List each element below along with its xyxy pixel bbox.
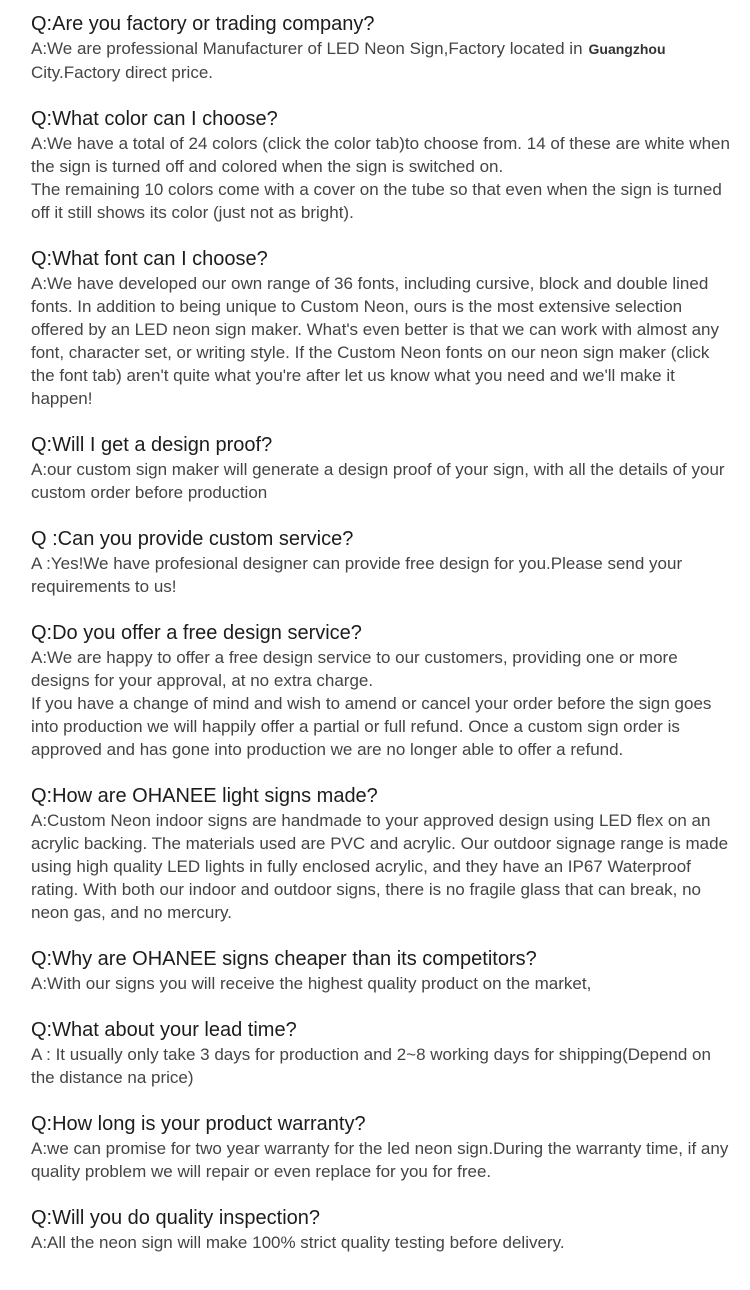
faq-question: Q:How are OHANEE light signs made? — [31, 785, 378, 807]
answer-line: A:We are professional Manufacturer of LED Neon Sign,Factory located in Guangzhou — [31, 39, 666, 58]
faq-question: Q:Are you factory or trading company? — [31, 13, 375, 35]
faq-question: Q:What about your lead time? — [31, 1019, 297, 1041]
faq-question: Q:What color can I choose? — [31, 108, 278, 130]
faq-answer — [31, 37, 731, 84]
faq-question: Q:Why are OHANEE signs cheaper than its competitors? — [31, 948, 537, 970]
faq-question: Q:Do you offer a free design service? — [31, 622, 362, 644]
faq-item — [31, 1018, 731, 1089]
faq-answer — [31, 1231, 731, 1254]
faq-answer — [31, 458, 731, 504]
answer-line: A:We have a total of 24 colors (click the color tab)to choose from. 14 of these are white when the sign is turned off and colored when the sign is switched on. — [31, 134, 730, 176]
faq-answer — [31, 972, 731, 995]
faq-answer — [31, 1043, 731, 1089]
answer-line: A:Custom Neon indoor signs are handmade to your approved design using LED flex on an acrylic backing. The materials used are PVC and acrylic. Our outdoor signage range is made using high quality LED lights in fully enclosed acrylic, and they have an IP67 Waterproof rating. With both our indoor and outdoor signs, there is no fragile glass that can break, no neon gas, and no mercury. — [31, 811, 729, 922]
answer-line: A : It usually only take 3 days for production and 2~8 working days for shipping(Depend on the distance na price) — [31, 1045, 711, 1087]
faq-question: Q:What font can I choose? — [31, 248, 268, 270]
faq-item — [31, 1206, 731, 1254]
answer-line: A:We have developed our own range of 36 fonts, including cursive, block and double lined fonts. In addition to being unique to Custom Neon, ours is the most extensive selection offered by an LED neon sign maker. What's even better is that we can work with almost any font, character set, or writing style. If the Custom Neon fonts on our neon sign maker (click the font tab) aren't quite what you're after let us know what you need and we'll make it happen! — [31, 274, 720, 408]
city-name: Guangzhou — [588, 41, 666, 57]
faq-item — [31, 527, 731, 598]
faq-answer — [31, 646, 731, 761]
faq-answer — [31, 809, 731, 924]
faq-answer — [31, 272, 731, 410]
faq-item — [31, 247, 731, 410]
faq-question: Q :Can you provide custom service? — [31, 528, 354, 550]
answer-line: A:All the neon sign will make 100% strict quality testing before delivery. — [31, 1233, 565, 1252]
faq-question: Q:Will you do quality inspection? — [31, 1207, 321, 1229]
answer-line: A:With our signs you will receive the highest quality product on the market, — [31, 974, 592, 993]
faq-item — [31, 433, 731, 504]
answer-line: A:our custom sign maker will generate a design proof of your sign, with all the details of your custom order before production — [31, 460, 725, 502]
faq-item — [31, 107, 731, 224]
answer-line: City.Factory direct price. — [31, 63, 214, 82]
faq-answer — [31, 1137, 731, 1183]
faq-answer — [31, 132, 731, 224]
faq-item — [31, 12, 731, 84]
faq-item — [31, 784, 731, 924]
faq-item — [31, 621, 731, 761]
faq-question: Q:Will I get a design proof? — [31, 434, 273, 456]
answer-line: If you have a change of mind and wish to amend or cancel your order before the sign goes into production we will happily offer a partial or full refund. Once a custom sign order is approved and has gone into production we are no longer able to offer a refund. — [31, 694, 712, 759]
faq-list — [31, 12, 731, 1277]
answer-line: A :Yes!We have profesional designer can provide free design for you.Please send your requirements to us! — [31, 554, 683, 596]
faq-item — [31, 947, 731, 995]
faq-item — [31, 1112, 731, 1183]
faq-answer — [31, 552, 731, 598]
answer-line: A:We are happy to offer a free design service to our customers, providing one or more designs for your approval, at no extra charge. — [31, 648, 678, 690]
faq-question: Q:How long is your product warranty? — [31, 1113, 366, 1135]
answer-line: The remaining 10 colors come with a cover on the tube so that even when the sign is turned off it still shows its color (just not as bright). — [31, 180, 722, 222]
answer-line: A:we can promise for two year warranty for the led neon sign.During the warranty time, if any quality problem we will repair or even replace for you for free. — [31, 1139, 729, 1181]
